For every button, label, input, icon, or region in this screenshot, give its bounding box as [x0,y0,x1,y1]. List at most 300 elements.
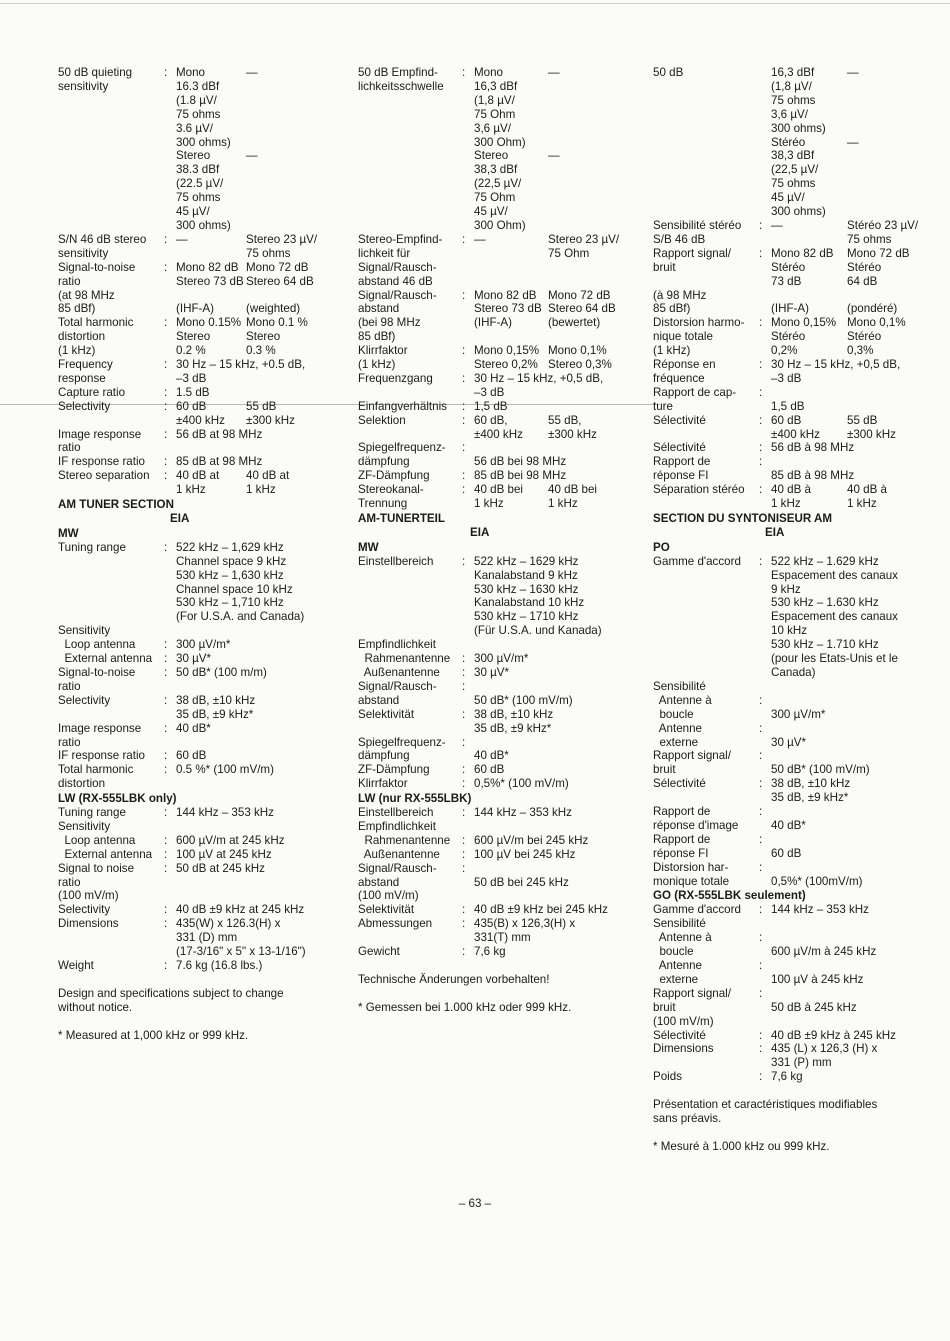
spec-value: — [474,232,486,246]
spec-label: Total harmonic distortion [58,763,134,791]
spec-value: 85 dB bei 98 MHz [474,469,567,483]
spec-label: Selectivity [58,399,111,413]
spec-value: 1,5 dB [771,399,805,413]
spec-value-alt: Stereo 23 µV/ 75 ohms [246,232,318,260]
spec-row [58,694,340,722]
spec-label: Einstellbereich [358,806,434,820]
spec-value: 144 kHz – 353 kHz [176,806,274,820]
spec-row [58,233,340,261]
spec-separator: : [462,554,466,568]
text-line: EIA [170,512,190,525]
spec-value: 60 dB ±400 kHz [771,413,820,441]
spec-row [358,917,648,945]
spec-separator: : [759,483,763,497]
spec-row [58,358,340,386]
spec-value: 30 Hz – 15 kHz, +0,5 dB, –3 dB [771,358,901,385]
spec-separator: : [759,860,763,874]
spec-label: Rapport signal/ bruit (à 98 MHz 85 dBf) [653,246,731,316]
spec-row [58,806,340,820]
spec-row [58,763,340,791]
spec-label: Außenantenne [358,847,440,861]
spec-label: Signal/Rausch- abstand (100 mV/m) [358,861,437,903]
section-heading: MW [358,540,379,554]
spec-separator: : [759,1042,763,1056]
spec-label: Rapport de cap- ture [653,385,737,413]
spec-label: ZF-Dämpfung [358,763,430,777]
spec-separator: : [462,665,466,679]
spec-label: Gamme d'accord [653,554,741,568]
spec-label: 50 dB quieting sensitivity [58,66,133,93]
spec-row [358,414,648,442]
spec-label: IF response ratio [58,455,145,469]
spec-label: Rapport de réponse d'image [653,805,739,832]
spec-label: IF response ratio [58,749,145,763]
spec-value: 300 µV/m* [176,638,231,652]
spec-value: 50 dB* (100 mV/m) [771,763,870,777]
section-heading: PO [653,540,670,554]
spec-value-alt: Stereo 23 µV/ 75 Ohm [548,232,620,260]
spec-row [58,903,340,917]
spec-separator: : [462,469,466,483]
spec-separator: : [462,833,466,847]
spec-separator: : [462,679,466,693]
spec-row [653,1070,943,1084]
spec-separator: : [759,1070,763,1084]
spec-label: Antenne externe [658,959,702,986]
spec-label: External antenna [58,847,153,861]
spec-label: Spiegelfrequenz- dämpfung [358,735,446,763]
french-spec-column [653,66,943,1154]
spec-separator: : [759,832,763,846]
spec-row [653,455,943,483]
spec-label: ZF-Dämpfung [358,469,430,483]
spec-value: 50 dB at 245 kHz [176,861,265,875]
spec-label: Dimensions [653,1042,714,1056]
spec-row [653,833,943,861]
spec-separator: : [759,805,763,819]
section-heading: AM-TUNERTEIL [358,512,445,525]
spec-row [58,834,340,848]
text-line: Design and specifications subject to change without notice. [58,986,284,1014]
section-heading: MW [58,526,79,540]
spec-value: 56 dB bei 98 MHz [474,455,567,469]
spec-separator: : [462,441,466,455]
spec-label: Séparation stéréo [653,483,745,497]
spec-row [358,400,648,414]
spec-row [653,777,943,805]
text-line: EIA [765,525,785,539]
spec-value-alt: 40 dB à 1 kHz [847,483,887,511]
spec-separator: : [164,749,168,763]
spec-value: 7,6 kg [771,1070,803,1084]
spec-row [58,638,340,652]
spec-row [358,862,648,904]
spec-value-alt: — — [847,66,859,149]
spec-value-alt: Mono 0.1 % Stereo 0.3 % [246,316,308,358]
spec-value: 144 kHz – 353 kHz [771,903,869,917]
spec-label: Außenantenne [358,665,440,679]
spec-label: Rahmenantenne [358,833,451,847]
spec-value: 38 dB, ±10 kHz 35 dB, ±9 kHz* [771,777,851,805]
spec-separator: : [759,385,763,399]
spec-value: 600 µV/m à 245 kHz [771,945,877,959]
spec-value: Mono 16.3 dBf (1.8 µV/ 75 ohms 3.6 µV/ 300 ohms) Stereo 38.3 dBf (22.5 µV/ 75 ohms 45 µV/ 300 ohms) [176,66,231,232]
spec-row [653,386,943,414]
text-line: Technische Änderungen vorbehalten! [358,973,550,986]
spec-value: 522 kHz – 1.629 kHz Espacement des canaux 9 kHz 530 kHz – 1.630 kHz Espacement des canaux 10 kHz 530 kHz – 1.710 kHz (pour les Etats-Unis et le Canada) [771,554,898,679]
spec-row [58,455,340,469]
spec-row [653,749,943,777]
spec-separator: : [164,638,168,652]
text-line: EIA [470,525,490,539]
spec-row [653,805,943,833]
text-line: Empfindlichkeit [358,638,436,652]
spec-value: Mono 16,3 dBf (1,8 µV/ 75 Ohm 3,6 µV/ 300 Ohm) Stereo 38,3 dBf (22,5 µV/ 75 Ohm 45 µV/ 300 Ohm) [474,66,526,232]
spec-value-alt: 55 dB ±300 kHz [847,413,896,441]
spec-value: 522 kHz – 1,629 kHz Channel space 9 kHz 530 kHz – 1,630 kHz Channel space 10 kHz 530 kHz – 1,710 kHz (For U.S.A. and Canada) [176,540,305,624]
spec-label: Antenne à boucle [658,693,712,721]
spec-separator: : [164,652,168,666]
spec-value: 7.6 kg (16.8 lbs.) [176,959,263,972]
spec-value-alt: — — [246,66,258,163]
spec-row [58,261,340,317]
spec-value: Mono 0.15% Stereo 0.2 % [176,316,242,358]
spec-value: 40 dB at 1 kHz [176,469,220,497]
spec-label: Sélectivité [653,777,706,791]
spec-value: 40 dB ±9 kHz bei 245 kHz [474,903,608,917]
spec-label: Gamme d'accord [653,903,741,917]
spec-value: Mono 82 dB Stereo 73 dB (IHF-A) [176,260,244,316]
spec-separator: : [462,847,466,861]
spec-separator: : [462,66,466,79]
spec-separator: : [759,358,763,372]
spec-value-alt: 40 dB at 1 kHz [246,469,290,497]
spec-value-alt: Mono 0,1% Stereo 0,3% [548,344,612,372]
spec-value: 30 Hz – 15 kHz, +0.5 dB, –3 dB [176,358,306,385]
spec-row [358,834,648,848]
spec-value: 144 kHz – 353 kHz [474,806,572,820]
spec-separator: : [759,986,763,1000]
spec-separator: : [462,917,466,931]
spec-label: Distorsion har- monique totale [653,860,730,888]
spec-row [58,428,340,456]
spec-row [653,247,943,317]
spec-separator: : [462,903,466,917]
spec-separator: : [759,413,763,427]
spec-value: 600 µV/m at 245 kHz [176,833,285,847]
spec-separator: : [164,806,168,820]
spec-value: 40 dB à 1 kHz [771,483,811,511]
spec-separator: : [759,1028,763,1042]
spec-label: Dimensions [58,917,119,931]
spec-label: Signal/Rausch- abstand [358,679,437,707]
spec-separator: : [759,441,763,455]
spec-row [58,917,340,959]
spec-separator: : [759,693,763,707]
spec-row [653,987,943,1029]
spec-separator: : [462,232,466,246]
spec-value: 50 dB bei 245 kHz [474,875,569,889]
spec-row [653,66,943,219]
section-heading: SECTION DU SYNTONISEUR AM [653,512,833,525]
spec-row [58,652,340,666]
spec-separator: : [759,218,763,232]
spec-value: 60 dB [176,749,207,763]
spec-value: 40 dB* [176,721,211,735]
text-line: Sensitivity [58,819,111,833]
spec-separator: : [462,861,466,875]
spec-label: S/N 46 dB stereo sensitivity [58,232,147,260]
spec-separator: : [164,232,168,246]
spec-row [358,344,648,372]
spec-row [58,749,340,763]
section-heading: GO (RX-555LBK seulement) [653,889,806,903]
spec-label: Gewicht [358,945,400,959]
spec-row [358,777,648,791]
spec-separator: : [462,288,466,302]
spec-label: 50 dB [653,66,684,79]
spec-value: 38 dB, ±10 kHz 35 dB, ±9 kHz* [176,693,256,721]
spec-separator: : [164,721,168,735]
spec-label: Réponse en fréquence [653,358,716,385]
spec-row [653,316,943,358]
spec-separator: : [759,721,763,735]
spec-separator: : [164,316,168,330]
spec-label: Distorsion harmo- nique totale (1 kHz) [653,316,745,358]
spec-label: Antenne à boucle [658,931,712,959]
spec-separator: : [164,861,168,875]
spec-row [358,289,648,345]
spec-value: — [176,232,188,246]
spec-separator: : [164,469,168,483]
spec-label: Total harmonic distortion (1 kHz) [58,316,134,358]
spec-separator: : [164,903,168,917]
spec-value-alt: Mono 72 dB Stereo 64 dB (bewertet) [548,288,616,330]
spec-row [58,666,340,694]
spec-label: Sélectivité [653,1028,706,1042]
german-spec-column [358,66,648,1015]
spec-row [58,386,340,400]
spec-value-alt: Mono 0,1% Stéréo 0,3% [847,316,906,358]
spec-separator: : [462,371,466,385]
spec-value: 100 µV bei 245 kHz [474,847,576,861]
spec-value: 40 dB ±9 kHz at 245 kHz [176,903,305,917]
spec-value: 435(W) x 126.3(H) x 331 (D) mm (17-3/16" x 5" x 13-1/16") [176,917,306,959]
spec-value: 56 dB à 98 MHz [771,441,855,455]
spec-value: 600 µV/m bei 245 kHz [474,833,589,847]
spec-row [358,736,648,764]
spec-row [653,441,943,455]
spec-separator: : [759,931,763,945]
spec-row [358,903,648,917]
spec-value: 1,5 dB [474,399,508,413]
spec-row [358,708,648,736]
spec-separator: : [164,399,168,413]
spec-label: Rapport de réponse FI [653,455,711,483]
spec-value: 85 dB at 98 MHz [176,455,263,469]
spec-label: Sélectivité [653,441,706,455]
spec-row [58,848,340,862]
text-line: * Measured at 1,000 kHz or 999 kHz. [58,1028,249,1042]
spec-value: — [771,218,783,232]
spec-separator: : [164,959,168,972]
spec-value: 0.5 %* (100 mV/m) [176,763,274,777]
spec-separator: : [462,483,466,497]
spec-row [358,233,648,289]
spec-label: Rapport de réponse FI [653,832,711,860]
spec-label: Rapport signal/ bruit (100 mV/m) [653,986,731,1028]
text-line: Sensibilité [653,917,706,931]
spec-label: Einstellbereich [358,554,434,568]
spec-value: 300 µV/m* [771,707,826,721]
spec-separator: : [462,652,466,666]
spec-row [653,555,943,680]
spec-label: Einfangverhältnis [358,399,447,413]
spec-separator: : [164,693,168,707]
spec-label: Frequency response [58,358,113,385]
spec-row [358,483,648,511]
spec-value: 40 dB* [771,818,806,832]
spec-label: Rapport signal/ bruit [653,749,731,777]
spec-label: Rahmenantenne [358,652,451,666]
spec-label: External antenna [58,652,153,666]
text-line: * Mesuré à 1.000 kHz ou 999 kHz. [653,1139,830,1153]
spec-separator: : [164,763,168,777]
spec-value-alt: — — [548,66,560,163]
spec-row [358,555,648,638]
spec-row [653,1029,943,1043]
spec-separator: : [759,959,763,972]
spec-value: 50 dB à 245 kHz [771,1000,857,1014]
spec-label: Signal-to-noise ratio (at 98 MHz 85 dBf) [58,260,136,316]
spec-value: 30 Hz – 15 kHz, +0,5 dB, –3 dB [474,371,604,399]
spec-value: 16,3 dBf (1,8 µV/ 75 ohms 3,6 µV/ 300 ohms) Stéréo 38,3 dBf (22,5 µV/ 75 ohms 45 µV/ 300 ohms) [771,66,826,219]
section-heading: AM TUNER SECTION [58,498,174,512]
spec-label: Selectivity [58,693,111,707]
spec-row [358,945,648,959]
spec-value: Mono 82 dB Stereo 73 dB (IHF-A) [474,288,542,330]
text-line: Empfindlichkeit [358,819,436,833]
spec-label: Frequenzgang [358,371,433,385]
spec-label: Loop antenna [58,833,136,847]
spec-value: 60 dB [474,763,505,777]
spec-separator: : [759,246,763,260]
spec-separator: : [164,385,168,399]
spec-separator: : [164,917,168,931]
spec-row [358,666,648,680]
spec-row [58,316,340,358]
spec-row [653,861,943,889]
spec-row [358,441,648,469]
spec-value-alt: 40 dB bei 1 kHz [548,483,597,511]
text-line: * Gemessen bei 1.000 kHz oder 999 kHz. [358,1000,572,1014]
spec-value: 38 dB, ±10 kHz 35 dB, ±9 kHz* [474,707,554,735]
spec-label: Capture ratio [58,385,126,399]
spec-row [653,694,943,722]
spec-value: 60 dB, ±400 kHz [474,413,523,441]
spec-label: Tuning range [58,540,126,554]
spec-row [358,763,648,777]
spec-value-alt: 55 dB, ±300 kHz [548,413,597,441]
spec-value: 50 dB* (100 m/m) [176,665,267,679]
spec-separator: : [164,66,168,79]
spec-separator: : [759,749,763,763]
spec-value: 50 dB* (100 mV/m) [474,693,573,707]
spec-label: Stereo-Empfind- lichkeit für Signal/Rausch- abstand 46 dB [358,232,443,288]
spec-separator: : [462,413,466,427]
spec-label: 50 dB Empfind- lichkeitsschwelle [358,66,444,93]
spec-label: Antenne externe [658,721,702,749]
spec-value: 435 (L) x 126,3 (H) x 331 (P) mm [771,1042,878,1070]
spec-separator: : [164,260,168,274]
spec-separator: : [164,427,168,441]
spec-label: Klirrfaktor (1 kHz) [358,344,408,372]
spec-row [653,722,943,750]
spec-row [58,722,340,750]
spec-label: Signal/Rausch- abstand (bei 98 MHz 85 dBf) [358,288,437,344]
spec-separator: : [759,316,763,330]
spec-row [653,483,943,511]
spec-label: Selectivity [58,903,111,917]
spec-row [653,358,943,386]
spec-row [358,469,648,483]
spec-value: 56 dB at 98 MHz [176,427,263,441]
spec-separator: : [164,833,168,847]
spec-value: 40 dB ±9 kHz à 245 kHz [771,1028,896,1042]
spec-value: 40 dB bei 1 kHz [474,483,523,511]
spec-separator: : [462,707,466,721]
spec-value: Mono 0,15% Stéréo 0,2% [771,316,837,358]
spec-label: Spiegelfrequenz- dämpfung [358,441,446,469]
spec-row [58,862,340,904]
spec-label: Signal to noise ratio (100 mV/m) [58,861,135,903]
spec-value: 0,5%* (100mV/m) [771,874,863,888]
spec-separator: : [164,847,168,861]
spec-value: 30 µV* [474,665,510,679]
spec-value: 100 µV à 245 kHz [771,972,864,986]
spec-row [358,66,648,233]
english-spec-column [58,66,340,1043]
spec-label: Selektion [358,413,406,427]
spec-label: Selektivität [358,707,415,721]
spec-separator: : [462,344,466,358]
spec-row [653,931,943,959]
spec-value: 30 µV* [176,652,212,666]
spec-separator: : [462,763,466,777]
text-line: Sensitivity [58,624,111,638]
spec-value-alt: Mono 72 dB Stereo 64 dB (weighted) [246,260,314,316]
spec-label: Poids [653,1070,683,1084]
spec-separator: : [164,455,168,469]
spec-value-alt: 55 dB ±300 kHz [246,399,295,427]
spec-row [653,1042,943,1070]
spec-separator: : [759,554,763,568]
text-line: Sensibilité [653,679,706,693]
spec-row [358,372,648,400]
spec-label: Abmessungen [358,917,433,931]
text-line: Présentation et caractéristiques modifiables sans préavis. [653,1098,878,1126]
spec-value: 435(B) x 126,3(H) x 331(T) mm [474,917,576,945]
spec-row [653,903,943,917]
spec-value: 40 dB* [474,749,509,763]
spec-separator: : [462,399,466,413]
page-number: – 63 – [458,1197,492,1210]
spec-row [358,848,648,862]
spec-value-alt: Stéréo 23 µV/ 75 ohms [847,218,919,246]
section-heading: LW (RX-555LBK only) [58,792,177,806]
spec-value: 522 kHz – 1629 kHz Kanalabstand 9 kHz 530 kHz – 1630 kHz Kanalabstand 10 kHz 530 kHz – 1710 kHz (Für U.S.A. und Kanada) [474,554,602,638]
spec-label: Tuning range [58,806,126,820]
